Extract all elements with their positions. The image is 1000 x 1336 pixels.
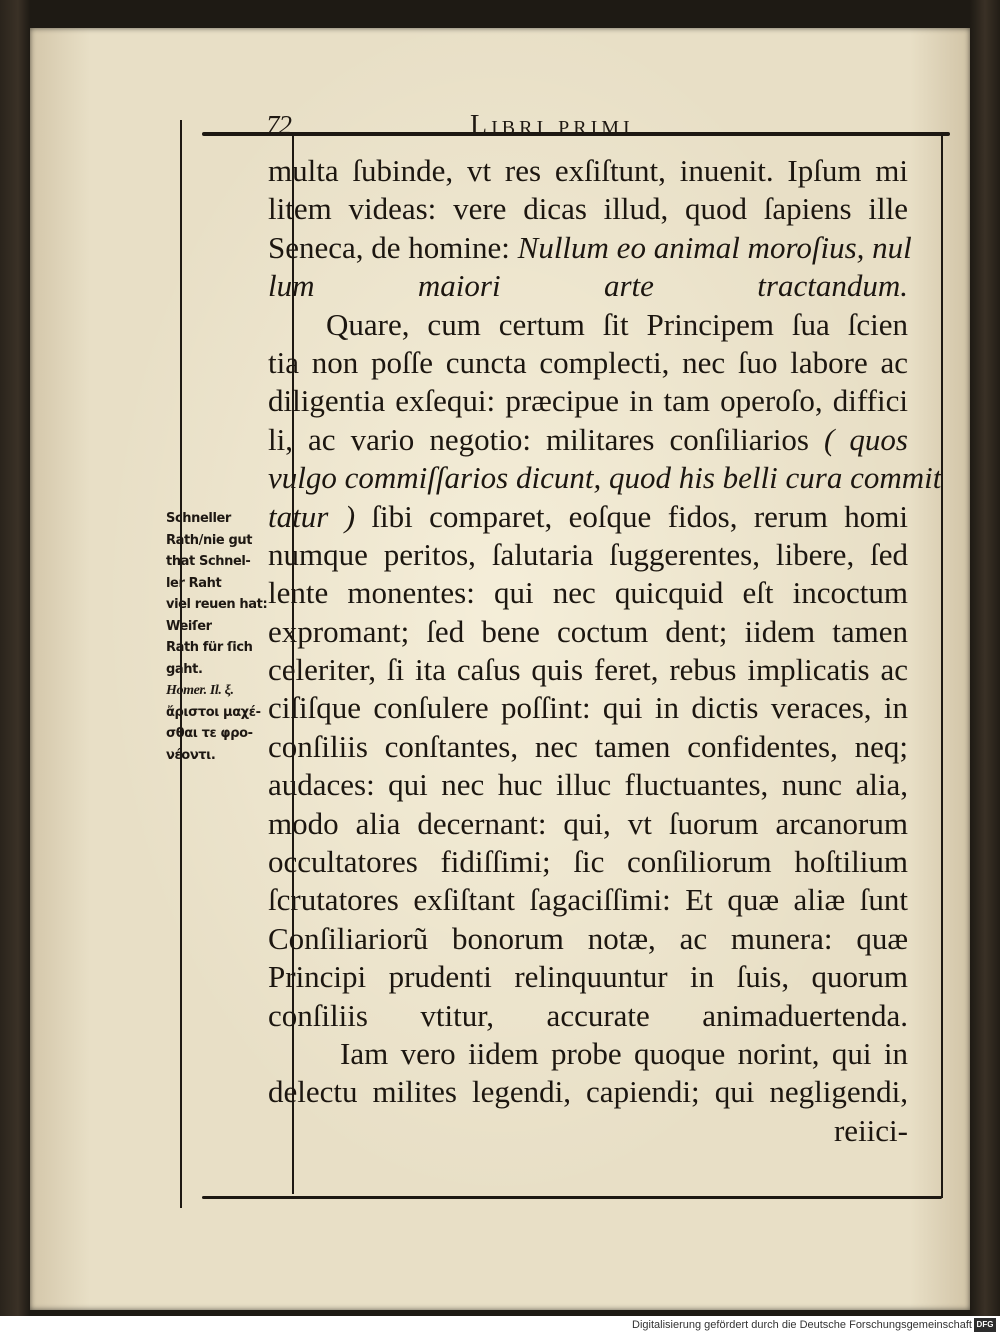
marginal-note-line: Rath für ſich: [166, 640, 253, 655]
text-line: conſiliis conſtantes, nec tamen confidentes, neq;: [268, 728, 908, 764]
marginal-note-line: Homer. Il. ξ.: [166, 683, 234, 698]
text-line: conſiliis vtitur, accurate animaduertenda.: [268, 997, 908, 1033]
marginal-note-line: ἄριστοι μαχέ-: [166, 704, 261, 720]
text-line: celeriter, ſi ita caſus quis feret, rebus implicatis ac: [268, 652, 908, 688]
text-line: Iam vero iidem probe quoque norint, qui in: [340, 1035, 908, 1071]
text-line: ſcrutatores exſiſtant ſagaciſſimi: Et quæ aliæ ſunt: [268, 882, 908, 918]
text-line: Conſiliariorũ bonorum notæ, ac munera: quæ: [268, 920, 908, 956]
text-line: modo alia decernant: qui, vt ſuorum arcanorum: [268, 805, 908, 841]
text-line: audaces: qui nec huc illuc fluctuantes, nunc alia,: [268, 767, 908, 803]
bottom-rule: [202, 1196, 942, 1199]
body-text: [268, 152, 942, 1150]
marginal-note-line: viel reuen hat:: [166, 597, 268, 612]
marginal-note-line: σθαι τε φρο-: [166, 726, 253, 741]
marginal-note-line: gaht.: [166, 661, 203, 677]
text-line: ciſiſque conſulere poſſint: qui in dictis veraces, in: [268, 690, 908, 726]
marginal-note-line: ler Raht: [166, 575, 222, 591]
text-line: tia non poſſe cuncta complecti, nec ſuo labore ac: [268, 344, 908, 380]
marginal-note-line: Weiſer: [166, 618, 212, 634]
marginal-note-line: Schneller: [166, 511, 231, 526]
right-rule: [941, 134, 943, 1198]
text-line: lum maiori arte tractandum.: [268, 268, 908, 304]
text-line: numque peritos, ſalutaria ſuggerentes, libere, ſed: [268, 536, 908, 572]
text-line: diligentia exſequi: præcipue in tam operoſo, diffici: [268, 383, 908, 419]
text-line: vulgo commiſſarios dicunt, quod his belli cura commit: [268, 460, 942, 496]
marginal-note: [166, 508, 266, 766]
text-line: reiici-: [833, 1112, 908, 1148]
text-line: multa ſubinde, vt res exſiſtunt, inuenit. Ipſum mi: [268, 153, 908, 188]
page-number: 72: [266, 110, 291, 140]
marginal-note-line: that Schnel-: [166, 554, 251, 569]
digitization-credit: Digitalisierung gefördert durch die Deutsche Forschungsgemeinschaft: [632, 1319, 972, 1331]
text-line: Quare, cum certum ſit Principem ſua ſcien: [326, 306, 908, 342]
text-line: occultatores fidiſſimi; ſic conſiliorum hoſtilium: [268, 844, 908, 880]
text-line: Principi prudenti relinquuntur in ſuis, quorum: [268, 959, 908, 995]
text-line: litem videas: vere dicas illud, quod ſapiens ille: [268, 191, 908, 227]
text-line: Seneca, de homine: Nullum eo animal moroſius, nul: [268, 229, 912, 265]
marginal-note-line: νέοντι.: [166, 747, 216, 763]
text-line: li, ac vario negotio: militares conſiliarios ( quos: [268, 421, 908, 457]
text-line: lente monentes: qui nec quicquid eſt incoctum: [268, 575, 908, 611]
text-line: expromant; ſed bene coctum dent; iidem tamen: [268, 613, 908, 649]
running-head: Libri primi: [470, 110, 634, 141]
text-line: delectu milites legendi, capiendi; qui negligendi,: [268, 1074, 908, 1110]
dfg-logo: DFG: [974, 1318, 996, 1332]
text-line: tatur ) ſibi comparet, eoſque fidos, rerum homi: [268, 498, 908, 534]
marginal-note-line: Rath/nie gut: [166, 532, 253, 548]
